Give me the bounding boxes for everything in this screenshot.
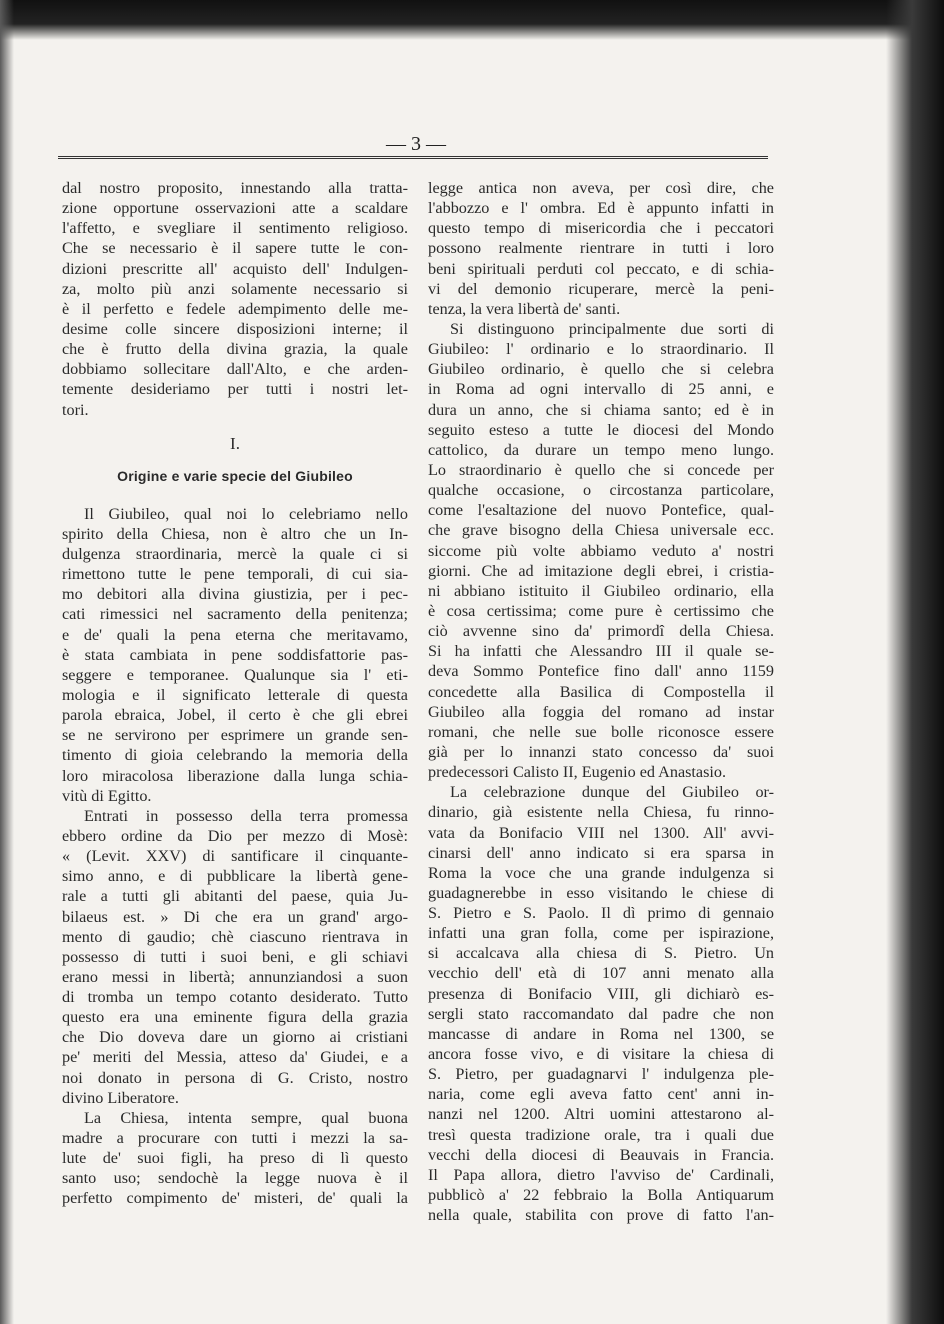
text-line: mo debitori alla divina giustizia, per i pec- — [62, 585, 408, 604]
text-line: giorni. Che ad imitazione degli ebrei, i cristia- — [428, 561, 774, 580]
text-line: nella quale, stabilita con prove di fatto l'an- — [428, 1206, 774, 1225]
text-line: tori. — [62, 400, 89, 419]
text-line: santo uso; sendochè la legge nuova è il — [62, 1169, 408, 1188]
text-line: La celebrazione dunque del Giubileo or- — [450, 783, 774, 802]
paragraph — [62, 178, 408, 420]
page-number: — 3 — — [386, 133, 446, 155]
text-line: dizioni prescritte all' acquisto dell' Indulgen- — [62, 259, 408, 278]
text-line: già per lo innanzi stato concesso da' suoi — [428, 742, 774, 761]
text-line: za, molto più anzi solamente necessario si — [62, 279, 408, 298]
text-line: erano messi in libertà; annunziandosi a suon — [62, 967, 408, 986]
text-line: S. Pietro, per guadagnarvi l' indulgenza ple- — [428, 1065, 774, 1084]
text-line: spirito della Chiesa, non è altro che un In- — [62, 524, 408, 543]
text-line: simo anno, e di pubblicare la libertà gene- — [62, 867, 408, 886]
text-line: siccome più volte abbiamo veduto a' nostri — [428, 541, 774, 560]
paragraph — [428, 319, 774, 782]
text-line: presenza di Bonifacio VIII, gli dichiarò es- — [428, 984, 774, 1003]
text-line: dobbiamo sollecitare dall'Alto, e che arden- — [62, 360, 408, 379]
text-line: Lo straordinario è quello che si concede per — [428, 460, 774, 479]
text-line: qualche occasione, o circostanza particolare, — [428, 481, 774, 500]
paragraph — [62, 1108, 408, 1209]
text-line: guadagnerebbe in esso visitando le chiese di — [428, 883, 774, 902]
text-line: che Dio doveva dare un giorno ai cristiani — [62, 1028, 408, 1047]
text-line: divino Liberatore. — [62, 1088, 179, 1107]
text-line: dal nostro proposito, innestando alla tratta- — [62, 179, 408, 197]
text-line: dinario, già esistente nella Chiesa, fu rinno- — [428, 803, 774, 822]
text-line: zione opportune osservazioni atte a scaldare — [62, 199, 408, 218]
text-line: parola ebraica, Jobel, il certo è che gli ebrei — [62, 706, 408, 725]
text-line: vata da Bonifacio VIII nel 1300. All' avvi- — [428, 823, 774, 842]
text-line: questo era una eminente figura della grazia — [62, 1008, 408, 1027]
text-line: nanzi nel 1200. Altri uomini attestarono al- — [428, 1105, 774, 1124]
text-line: Che se necessario è il sapere tutte le con- — [62, 239, 408, 258]
text-line: dura un anno, che si chiama santo; ed è in — [428, 400, 774, 419]
text-line: naria, come egli aveva fatto cent' anni in- — [428, 1085, 774, 1104]
text-line: Si distinguono principalmente due sorti di — [450, 319, 774, 338]
text-line: dulgenza straordinaria, mercè la quale ci si — [62, 544, 408, 563]
text-line: La Chiesa, intenta sempre, qual buona — [84, 1108, 408, 1127]
scan-shadow-top — [0, 0, 944, 40]
text-line: pe' meriti del Messia, atteso da' Giudei, e a — [62, 1048, 408, 1067]
text-line: se ne servirono per esprimere un grande sen- — [62, 726, 408, 745]
text-line: tenza, la vera libertà de' santi. — [428, 299, 621, 318]
text-line: Roma la voce che una grande indulgenza si — [428, 863, 774, 882]
text-line: S. Pietro e S. Paolo. Il dì primo di gennaio — [428, 904, 774, 923]
text-line: Entrati in possesso della terra promessa — [84, 806, 408, 825]
text-line: legge antica non aveva, per così dire, che — [428, 179, 774, 197]
text-line: vitù di Egitto. — [62, 786, 152, 805]
text-line: Il Giubileo, qual noi lo celebriamo nello — [84, 504, 408, 523]
text-line: possono realmente rientrare in tutti i loro — [428, 239, 774, 258]
paragraph — [62, 806, 408, 1108]
text-line: Giubileo: l' ordinario e lo straordinario. Il — [428, 340, 774, 359]
left-column — [62, 178, 408, 1209]
text-line: che è frutto della divina grazia, la quale — [62, 340, 408, 359]
text-line: loro miracolosa liberazione dalla lunga schia- — [62, 766, 408, 785]
text-line: deva Sommo Pontefice fino dall' anno 1159 — [428, 662, 774, 681]
text-line: temente desideriamo per tutti i nostri let- — [62, 380, 408, 399]
text-line: Il Papa allora, dietro l'avviso de' Cardinali, — [428, 1165, 774, 1184]
text-line: rale a tutti gli abitanti del paese, quia Ju- — [62, 887, 408, 906]
text-line: sergli stato raccomandato dal padre che non — [428, 1004, 774, 1023]
text-line: è cosa certissima; come pure è certissimo che — [428, 601, 774, 620]
text-line: possesso di tutti i suoi beni, e gli schiavi — [62, 947, 408, 966]
text-line: di tromba un tempo cotanto desiderato. Tutto — [62, 988, 408, 1007]
text-line: lute de' suoi figli, ha preso di lì questo — [62, 1149, 408, 1168]
text-line: vi del demonio ricuperare, mercè la peni- — [428, 279, 774, 298]
text-line: vecchio dell' età di 107 anni menato alla — [428, 964, 774, 983]
text-line: infatti una gran folla, come per ispirazione, — [428, 924, 774, 943]
text-line: ni abbiano istituito il Giubileo ordinario, ella — [428, 581, 774, 600]
text-line: desime colle sincere disposizioni interne; il — [62, 319, 408, 338]
text-line: ancora fosse vivo, e di visitare la chiesa di — [428, 1045, 774, 1064]
text-line: mologia e il significato letterale di questa — [62, 685, 408, 704]
text-line: timento di gioia celebrando la memoria della — [62, 746, 408, 765]
text-line: questo tempo di misericordia che i peccatori — [428, 219, 774, 238]
text-line: beni spirituali perduti col peccato, e di schia- — [428, 259, 774, 278]
text-line: concedette alla Basilica di Compostella il — [428, 682, 774, 701]
text-line: Si ha infatti che Alessandro III il quale se- — [428, 642, 774, 661]
text-line: rimettono tutte le pene temporali, di cui sia- — [62, 565, 408, 584]
header-rule — [58, 156, 768, 159]
text-line: romani, che nelle sue bolle riconosce essere — [428, 722, 774, 741]
text-line: predecessori Calisto II, Eugenio ed Anastasio. — [428, 763, 727, 782]
text-line: come l'esaltazione del nuovo Pontefice, qual- — [428, 501, 774, 520]
paragraph — [62, 504, 408, 806]
text-line: l'abbozzo e l' ombra. Ed è appunto infatti in — [428, 199, 774, 218]
text-line: in Roma ad ogni intervallo di 25 anni, e — [428, 380, 774, 399]
text-line: bilaeus est. » Di che era un grand' argo- — [62, 907, 408, 926]
text-line: noi donato in persona di G. Cristo, nostro — [62, 1068, 408, 1087]
text-line: seguito esteso a tutte le diocesi del Mondo — [428, 420, 774, 439]
text-line: cati rimessici nel sacramento della penitenza; — [62, 605, 408, 624]
paragraph — [428, 782, 774, 1225]
text-line: Giubileo ordinario, è quello che si celebra — [428, 360, 774, 379]
text-line: che grave bisogno della Chiesa universale ecc. — [428, 521, 774, 540]
text-line: tresì questa tradizione orale, tra i quali due — [428, 1125, 774, 1144]
text-line: ciò avvenne sino da' primordî della Chiesa. — [428, 622, 774, 641]
text-line: è il perfetto e fedele adempimento delle me- — [62, 299, 408, 318]
scan-shadow-left — [0, 0, 14, 1324]
section-title: Origine e varie specie del Giubileo — [117, 467, 353, 484]
text-line: vecchi della diocesi di Beauvais in Francia. — [428, 1145, 774, 1164]
text-line: mento di gaudio; chè ciascuno rientrava in — [62, 927, 408, 946]
text-line: « (Levit. XXV) di santificare il cinquante- — [62, 847, 408, 866]
text-line: è stata cambiata in pene soddisfattorie pas- — [62, 645, 408, 664]
text-line: Giubileo alla foggia del romano ad instar — [428, 702, 774, 721]
text-line: pubblicò a' 22 febbraio la Bolla Antiquarum — [428, 1186, 774, 1205]
text-line: madre a procurare con tutti i mezzi la sa- — [62, 1129, 408, 1148]
text-line: l'affetto, e svegliare il sentimento religioso. — [62, 219, 408, 238]
text-line: cinarsi dell' anno indicato si era sparsa in — [428, 843, 774, 862]
text-line: si accalcava alla chiesa di S. Pietro. Un — [428, 944, 774, 963]
paragraph — [428, 178, 774, 319]
text-line: seggere e temporanee. Qualunque sia l' eti- — [62, 665, 408, 684]
text-line: e de' quali la pena eterna che meritavamo, — [62, 625, 408, 644]
section-number: I. — [230, 433, 240, 453]
text-line: cattolico, da durare un tempo meno lungo. — [428, 440, 774, 459]
right-column — [428, 178, 774, 1225]
scan-shadow-right — [886, 0, 944, 1324]
text-line: mancasse di andare in Roma nel 1300, se — [428, 1024, 774, 1043]
text-line: ebbero ordine da Dio per mezzo di Mosè: — [62, 826, 408, 845]
text-line: perfetto compimento de' misteri, de' quali la — [62, 1189, 408, 1208]
